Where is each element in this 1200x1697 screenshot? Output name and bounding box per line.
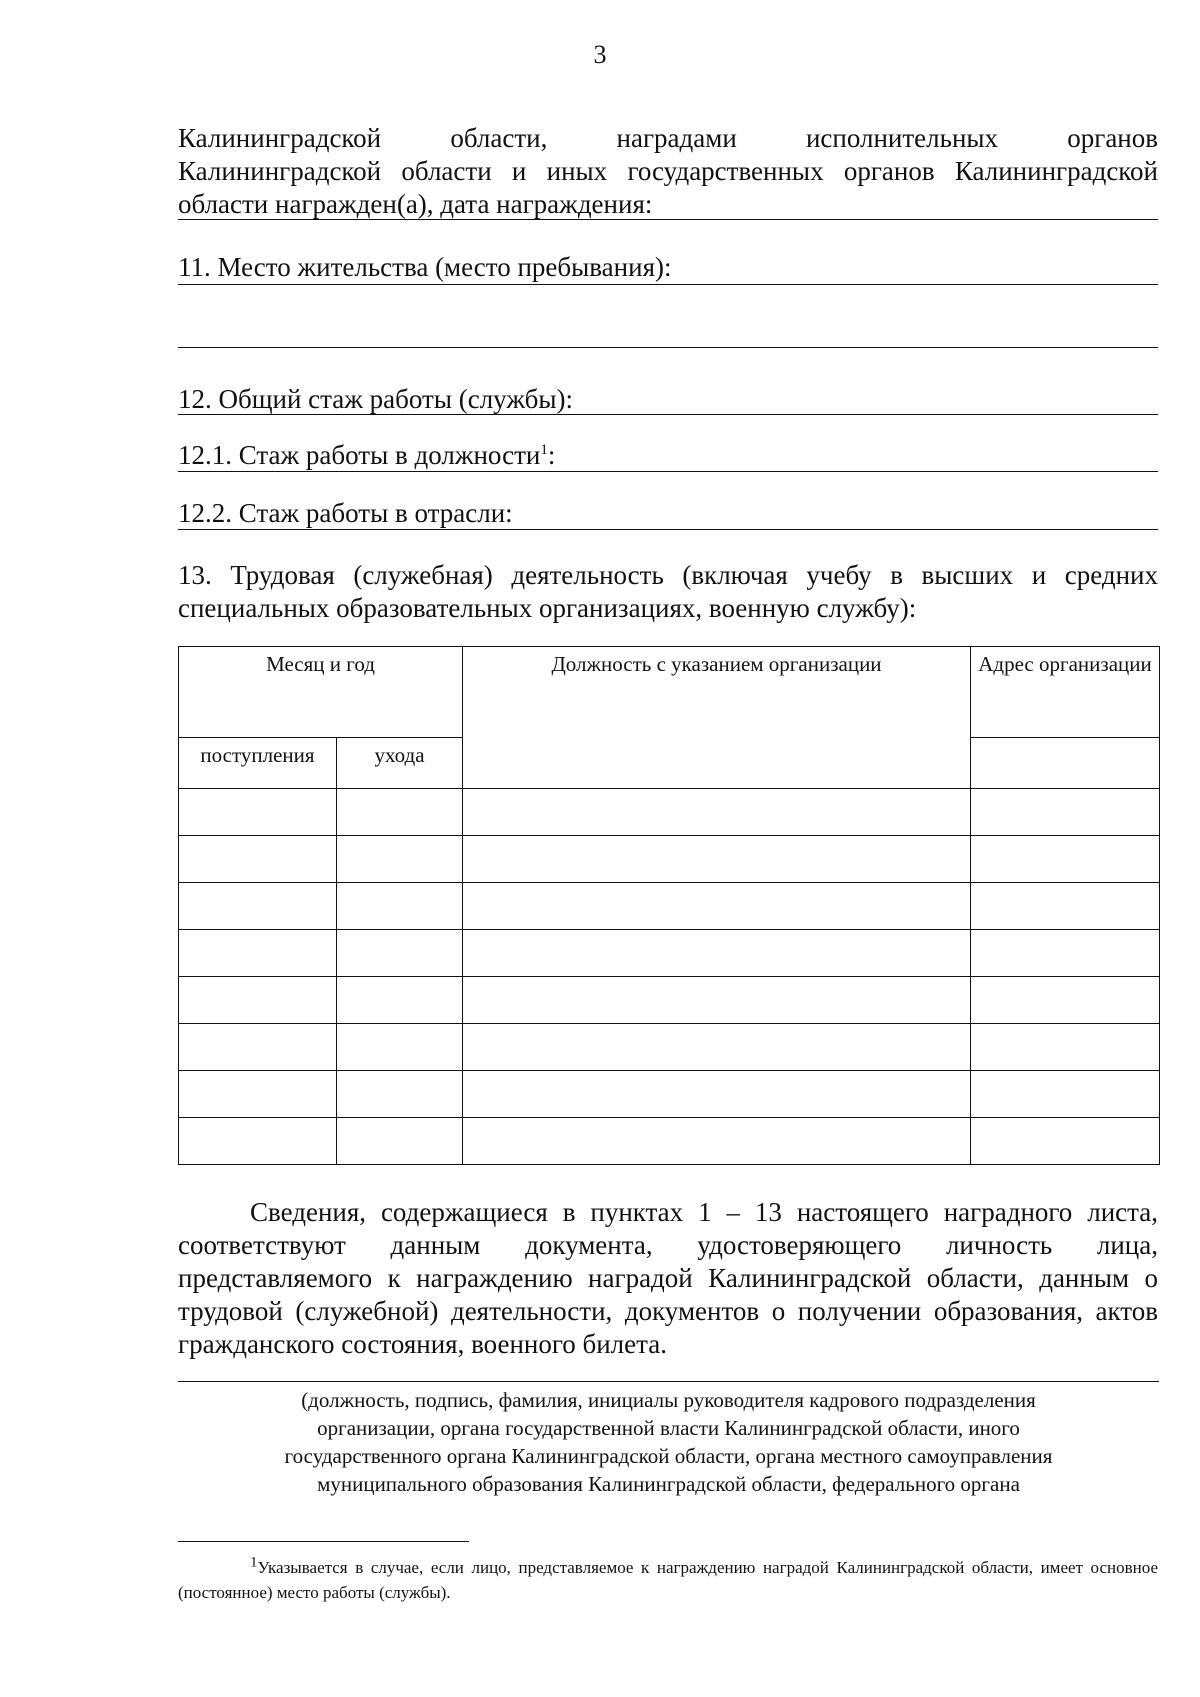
- address-cell[interactable]: [971, 789, 1160, 836]
- start-cell[interactable]: [179, 836, 337, 883]
- work-history-table: [178, 646, 1160, 1165]
- position-experience-text: 12.1. Стаж работы в должности: [178, 440, 541, 470]
- position-cell[interactable]: [463, 930, 971, 977]
- position-experience-fill-line[interactable]: [178, 471, 1158, 472]
- header-month-year: Месяц и год: [179, 647, 463, 738]
- signature-caption-line3: государственного органа Калининградской области, органа местного самоуправления: [284, 1444, 1053, 1468]
- address-cell[interactable]: [971, 1071, 1160, 1118]
- address-cell[interactable]: [971, 1024, 1160, 1071]
- start-cell[interactable]: [179, 789, 337, 836]
- footnote-text: Указывается в случае, если лицо, представляемое к награждению наградой Калининградской области, имеет основное (постоянное) место работы (службы).: [178, 1558, 1158, 1602]
- residence-fill-line-2[interactable]: [178, 347, 1158, 348]
- address-cell[interactable]: [971, 836, 1160, 883]
- position-cell[interactable]: [463, 1024, 971, 1071]
- table-row: [179, 930, 1160, 977]
- start-cell[interactable]: [179, 1071, 337, 1118]
- position-cell[interactable]: [463, 836, 971, 883]
- table-row: [179, 836, 1160, 883]
- end-cell[interactable]: [337, 789, 463, 836]
- position-experience-label: [178, 440, 555, 470]
- total-experience-fill-line[interactable]: [178, 414, 1158, 415]
- signature-line[interactable]: [178, 1381, 1159, 1382]
- end-cell[interactable]: [337, 1071, 463, 1118]
- header-address-sub: [971, 738, 1160, 789]
- footnote-separator: [178, 1541, 469, 1542]
- footnote: [178, 1555, 1158, 1605]
- page-number: 3: [593, 40, 607, 69]
- table-row: [179, 1118, 1160, 1165]
- table-row: [179, 977, 1160, 1024]
- header-start: поступления: [179, 738, 337, 789]
- header-end: ухода: [337, 738, 463, 789]
- address-cell[interactable]: [971, 1118, 1160, 1165]
- signature-caption-line2: организации, органа государственной власти Калининградской области, иного: [317, 1416, 1020, 1440]
- position-cell[interactable]: [463, 789, 971, 836]
- industry-experience-fill-line[interactable]: [178, 529, 1158, 530]
- table-row: [179, 883, 1160, 930]
- work-history-rows: [179, 789, 1160, 1165]
- position-experience-colon: :: [547, 440, 556, 470]
- residence-fill-line[interactable]: [178, 284, 1158, 285]
- header-address: Адрес организации: [971, 647, 1160, 738]
- total-experience-label: 12. Общий стаж работы (службы):: [178, 384, 573, 414]
- section10-line3: области награжден(а), дата награждения:: [178, 189, 653, 219]
- end-cell[interactable]: [337, 883, 463, 930]
- address-cell[interactable]: [971, 930, 1160, 977]
- end-cell[interactable]: [337, 977, 463, 1024]
- table-row: [179, 1071, 1160, 1118]
- address-cell[interactable]: [971, 883, 1160, 930]
- position-cell[interactable]: [463, 1071, 971, 1118]
- residence-label: 11. Место жительства (место пребывания):: [178, 252, 672, 282]
- position-cell[interactable]: [463, 1118, 971, 1165]
- end-cell[interactable]: [337, 836, 463, 883]
- section13-text: 13. Трудовая (служебная) деятельность (включая учебу в высших и средних специальных образовательных организациях, военную службу):: [178, 560, 1158, 623]
- start-cell[interactable]: [179, 1118, 337, 1165]
- footnote-mark: 1: [250, 1554, 258, 1571]
- table-row: [179, 789, 1160, 836]
- section10-fill-line[interactable]: [178, 219, 1158, 220]
- start-cell[interactable]: [179, 930, 337, 977]
- signature-caption: [178, 1386, 1159, 1498]
- start-cell[interactable]: [179, 1024, 337, 1071]
- start-cell[interactable]: [179, 883, 337, 930]
- header-position: Должность с указанием организации: [463, 647, 971, 789]
- start-cell[interactable]: [179, 977, 337, 1024]
- position-cell[interactable]: [463, 977, 971, 1024]
- section10-line1: Калининградской области, наградами исполнительных органов: [178, 123, 1158, 153]
- end-cell[interactable]: [337, 1024, 463, 1071]
- signature-caption-line4: муниципального образования Калининградской области, федерального органа: [317, 1472, 1020, 1496]
- end-cell[interactable]: [337, 1118, 463, 1165]
- industry-experience-label: 12.2. Стаж работы в отрасли:: [178, 498, 513, 528]
- signature-caption-line1: (должность, подпись, фамилия, инициалы руководителя кадрового подразделения: [301, 1388, 1036, 1412]
- table-row: [179, 1024, 1160, 1071]
- address-cell[interactable]: [971, 977, 1160, 1024]
- end-cell[interactable]: [337, 930, 463, 977]
- certification-text: Сведения, содержащиеся в пунктах 1 – 13 настоящего наградного листа, соответствуют данным документа, удостоверяющего личность лица, представляемого к награждению наградой Калининградской области, данным о трудовой (служебной) деятельности, документов о получении образования, актов гражданского состояния, военного билета.: [178, 1197, 1158, 1359]
- section10-line2: Калининградской области и иных государственных органов Калининградской: [178, 156, 1158, 186]
- footnote-ref: 1: [540, 442, 548, 458]
- position-cell[interactable]: [463, 883, 971, 930]
